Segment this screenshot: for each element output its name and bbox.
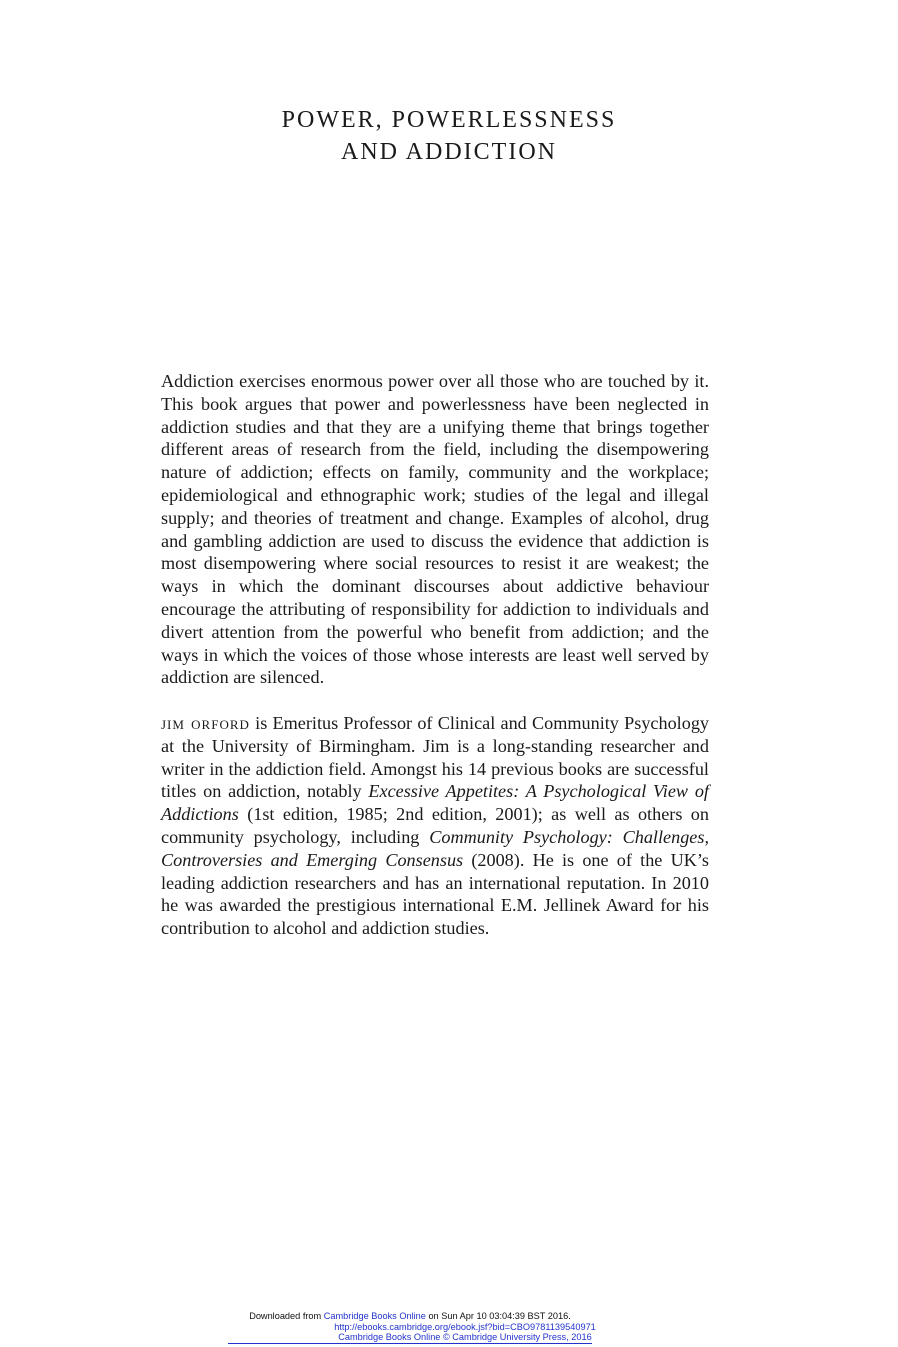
author-biography <box>161 712 709 940</box>
bio-text-3: (2008). He is one of the UK’s leading addiction researchers and has an international reputation. In 2010 he was awarded the prestigious international E.M. Jellinek Award for his contribution to alcohol and addiction studies. <box>161 849 709 939</box>
book-title-line-2: AND ADDICTION <box>341 139 557 165</box>
bio-text-1: is Emeritus Professor of Clinical and Community Psychology at the University of Birmingham. Jim is a long-standing researcher and writer in the addiction field. Amongst his 14 previous books are successful titles on addiction, notably <box>161 713 710 802</box>
ebook-url-line <box>0 1322 820 1333</box>
author-name: jim orford <box>161 713 250 733</box>
book-title-excessive-appetites: Excessive Appetites: A Psychological View of Addictions <box>161 781 709 825</box>
book-description: Addiction exercises enormous power over all those who are touched by it. This book argues that power and powerlessness have been neglected in addiction studies and that they are a unifying theme that brings together different areas of research from the field, including the disempowering nature of addiction; effects on family, community and the workplace; epidemiological and ethnographic work; studies of the legal and illegal supply; and theories of treatment and change. Examples of alcohol, drug and gambling addiction are used to discuss the evidence that addiction is most disempowering where social resources to resist it are weakest; the ways in which the dominant discourses about addictive behaviour encourage the attributing of responsibility for addiction to individuals and divert attention from the powerful who benefit from addiction; and the ways in which the voices of those whose interests are least well served by addiction are silenced. <box>161 371 709 688</box>
book-title <box>0 104 898 168</box>
book-title-line-1: POWER, POWERLESSNESS <box>281 107 617 133</box>
download-prefix: Downloaded from <box>249 1311 324 1321</box>
download-footer <box>0 1311 820 1344</box>
download-notice <box>0 1311 820 1322</box>
book-title-community-psychology: Community Psychology: Challenges, Controversies and Emerging Consensus <box>161 826 709 870</box>
source-link[interactable]: Cambridge Books Online <box>323 1311 426 1321</box>
copyright-notice: Cambridge Books Online © Cambridge University Press, 2016 <box>228 1332 591 1344</box>
ebook-url-link[interactable]: http://ebooks.cambridge.org/ebook.jsf?bid=CBO9781139540971 <box>334 1321 596 1332</box>
download-date: on Sun Apr 10 03:04:39 BST 2016. <box>425 1311 571 1321</box>
bio-text-2: (1st edition, 1985; 2nd edition, 2001); as well as others on community psychology, including <box>161 804 709 847</box>
